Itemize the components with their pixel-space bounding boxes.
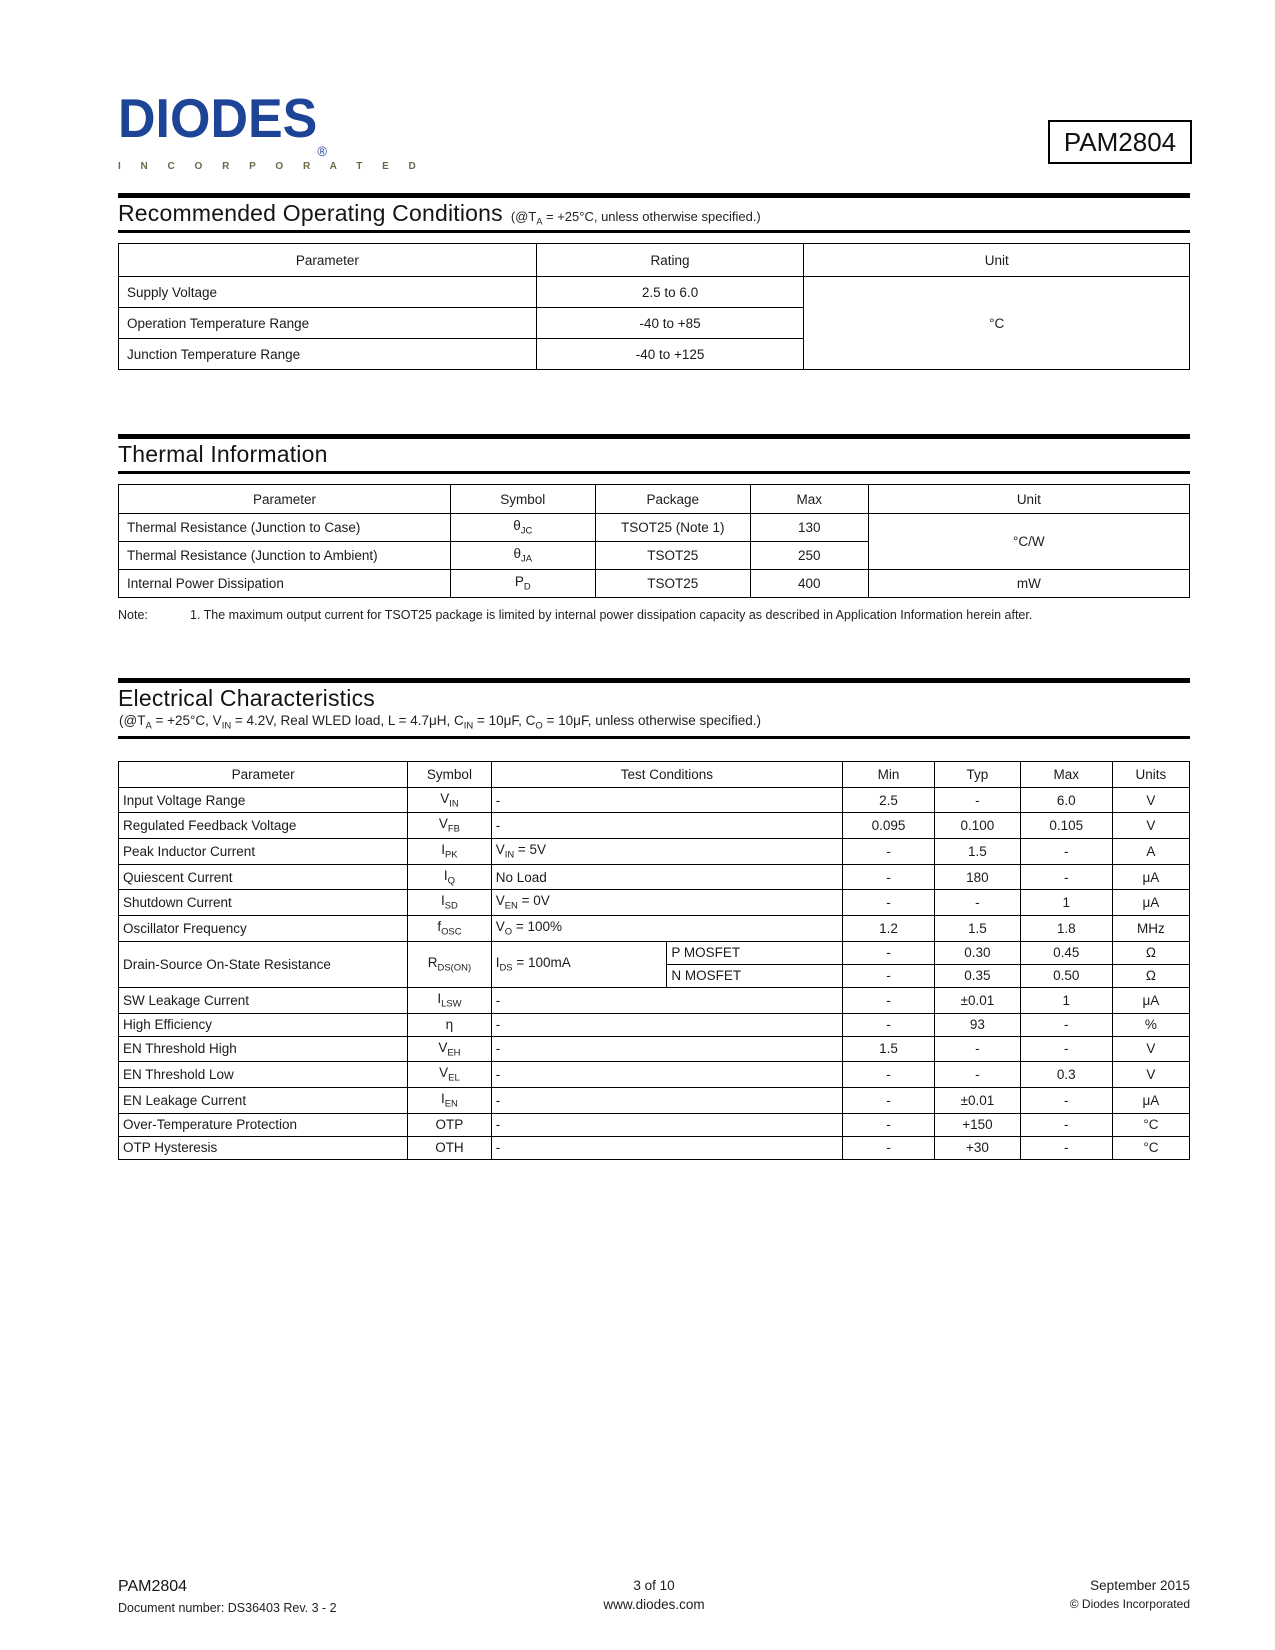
table-row [119, 813, 1190, 839]
section-recommended-operating-conditions [118, 193, 1190, 370]
footer-part-number: PAM2804 [118, 1578, 188, 1595]
cell-units: A [1112, 839, 1189, 865]
cell-parameter: Internal Power Dissipation [119, 570, 451, 598]
thermal-note [118, 608, 1190, 622]
col-header-unit: Unit [868, 485, 1189, 514]
footer-copyright: © Diodes Incorporated [1069, 1597, 1190, 1611]
cell-parameter: EN Leakage Current [119, 1087, 408, 1113]
col-header-max: Max [750, 485, 868, 514]
cell-test-conditions: $I_{DS} = 100mA$ [491, 941, 667, 987]
cell-test-conditions: - [491, 1113, 842, 1136]
cell-typ: ±0.01 [935, 1087, 1021, 1113]
cell-typ: 0.100 [935, 813, 1021, 839]
cell-max: 250 [750, 542, 868, 570]
cell-units: V [1112, 787, 1189, 813]
cell-parameter: Thermal Resistance (Junction to Ambient) [119, 542, 451, 570]
footer-date: September 2015 [1090, 1578, 1190, 1593]
table-row [119, 1036, 1190, 1062]
cell-test-conditions: No Load [491, 864, 842, 890]
col-header-package: Package [595, 485, 750, 514]
section-conditions: ($@T_A = +25^\circ C$, $V_{IN} = 4.2V$, Real WLED load, L = 4.7μH, $C_{IN} = 10\mu F$, $C_O = 10\mu F$, unless otherwise specified.) [119, 713, 762, 732]
cell-symbol: $\theta_{JA}$ [451, 542, 596, 570]
cell-symbol: $I_Q$ [408, 864, 492, 890]
cell-typ: 0.30 [935, 941, 1021, 964]
cell-parameter: Operation Temperature Range [119, 308, 537, 339]
cell-max: - [1020, 1036, 1112, 1062]
cell-max: 0.3 [1020, 1062, 1112, 1088]
col-header-typ: Typ [935, 761, 1021, 787]
cell-parameter: EN Threshold Low [119, 1062, 408, 1088]
cell-min: 1.2 [842, 916, 934, 942]
cell-symbol: $I_{PK}$ [408, 839, 492, 865]
table-row [119, 890, 1190, 916]
cell-units: Ω [1112, 964, 1189, 987]
cell-max: - [1020, 1013, 1112, 1036]
cell-min: - [842, 1087, 934, 1113]
cell-typ: 180 [935, 864, 1021, 890]
cell-min: - [842, 1113, 934, 1136]
registered-trademark-icon: ® [317, 143, 327, 160]
cell-max: - [1020, 1136, 1112, 1159]
logo-incorporated-text: I N C O R P O R A T E D [118, 161, 425, 172]
col-header-parameter: Parameter [119, 244, 537, 277]
cell-typ: - [935, 890, 1021, 916]
cell-unit: mW [868, 570, 1189, 598]
table-row [119, 987, 1190, 1013]
cell-typ: - [935, 1062, 1021, 1088]
cell-typ: +30 [935, 1136, 1021, 1159]
cell-max: 1 [1020, 987, 1112, 1013]
cell-symbol: $\theta_{JC}$ [451, 514, 596, 542]
cell-test-conditions: - [491, 1062, 842, 1088]
cell-symbol: $V_{EL}$ [408, 1062, 492, 1088]
cell-min: - [842, 1136, 934, 1159]
cell-min: - [842, 839, 934, 865]
electrical-characteristics-table [118, 761, 1190, 1160]
cell-test-conditions: $V_O = 100\%$ [491, 916, 842, 942]
cell-min: 1.5 [842, 1036, 934, 1062]
cell-max: - [1020, 839, 1112, 865]
cell-symbol: $V_{IN}$ [408, 787, 492, 813]
section-title: Electrical Characteristics [118, 685, 375, 711]
cell-units: V [1112, 813, 1189, 839]
cell-test-conditions: - [491, 787, 842, 813]
cell-symbol: $f_{OSC}$ [408, 916, 492, 942]
cell-typ: - [935, 787, 1021, 813]
footer-document-number: Document number: DS36403 Rev. 3 - 2 [118, 1601, 337, 1615]
cell-max: 0.45 [1020, 941, 1112, 964]
cell-unit-merged: °C [804, 277, 1190, 370]
cell-typ: 0.35 [935, 964, 1021, 987]
cell-min: - [842, 890, 934, 916]
table-row [119, 1113, 1190, 1136]
table-row [119, 916, 1190, 942]
recommended-operating-conditions-table [118, 243, 1190, 370]
cell-parameter: Oscillator Frequency [119, 916, 408, 942]
cell-max: 6.0 [1020, 787, 1112, 813]
table-header-row [119, 761, 1190, 787]
cell-typ: +150 [935, 1113, 1021, 1136]
cell-symbol: $P_D$ [451, 570, 596, 598]
cell-max: - [1020, 1113, 1112, 1136]
footer-center [118, 1578, 1190, 1612]
cell-test-conditions: - [491, 1087, 842, 1113]
cell-symbol: $I_{LSW}$ [408, 987, 492, 1013]
cell-min: - [842, 964, 934, 987]
cell-min: - [842, 864, 934, 890]
col-header-symbol: Symbol [408, 761, 492, 787]
cell-max: 0.105 [1020, 813, 1112, 839]
cell-units: % [1112, 1013, 1189, 1036]
cell-test-conditions: - [491, 1036, 842, 1062]
cell-parameter: OTP Hysteresis [119, 1136, 408, 1159]
cell-typ: ±0.01 [935, 987, 1021, 1013]
cell-parameter: Peak Inductor Current [119, 839, 408, 865]
cell-units: °C [1112, 1113, 1189, 1136]
cell-symbol: $R_{DS(ON)}$ [408, 941, 492, 987]
footer-right [1070, 1578, 1190, 1611]
cell-max: 400 [750, 570, 868, 598]
cell-units: μA [1112, 864, 1189, 890]
table-row [119, 1062, 1190, 1088]
section-electrical-characteristics [118, 678, 1190, 1160]
table-row [119, 277, 1190, 308]
cell-symbol: OTH [408, 1136, 492, 1159]
cell-typ: - [935, 1036, 1021, 1062]
cell-max: - [1020, 1087, 1112, 1113]
table-row [119, 1087, 1190, 1113]
cell-package: TSOT25 [595, 542, 750, 570]
cell-parameter: Drain-Source On-State Resistance [119, 941, 408, 987]
thermal-information-table [118, 484, 1190, 598]
cell-min: 0.095 [842, 813, 934, 839]
part-number: PAM2804 [1063, 126, 1177, 157]
cell-max: 130 [750, 514, 868, 542]
cell-parameter: Shutdown Current [119, 890, 408, 916]
cell-parameter: Quiescent Current [119, 864, 408, 890]
cell-test-conditions: $V_{EN} = 0V$ [491, 890, 842, 916]
cell-typ: 1.5 [935, 839, 1021, 865]
cell-units: V [1112, 1036, 1189, 1062]
col-header-parameter: Parameter [119, 761, 408, 787]
cell-symbol: $V_{EH}$ [408, 1036, 492, 1062]
logo-brand-text: DIODES [118, 88, 318, 150]
section-title: Recommended Operating Conditions [118, 200, 503, 226]
cell-symbol: OTP [408, 1113, 492, 1136]
cell-test-conditions: - [491, 813, 842, 839]
cell-test-conditions: - [491, 987, 842, 1013]
note-label: Note: [118, 608, 148, 622]
section-title: Thermal Information [118, 441, 328, 467]
cell-parameter: Input Voltage Range [119, 787, 408, 813]
table-row [119, 941, 1190, 964]
cell-package: TSOT25 [595, 570, 750, 598]
cell-min: - [842, 941, 934, 964]
cell-rating: -40 to +85 [536, 308, 804, 339]
cell-parameter: Thermal Resistance (Junction to Case) [119, 514, 451, 542]
cell-test-conditions: $V_{IN} = 5V$ [491, 839, 842, 865]
table-row [119, 787, 1190, 813]
cell-typ: 93 [935, 1013, 1021, 1036]
cell-units: μA [1112, 987, 1189, 1013]
table-row [119, 1013, 1190, 1036]
table-header-row [119, 485, 1190, 514]
cell-test-conditions-sub: P MOSFET [667, 941, 843, 964]
col-header-unit: Unit [804, 244, 1190, 277]
col-header-symbol: Symbol [451, 485, 596, 514]
cell-min: - [842, 1013, 934, 1036]
cell-symbol: $I_{SD}$ [408, 890, 492, 916]
cell-min: - [842, 987, 934, 1013]
cell-package: TSOT25 (Note 1) [595, 514, 750, 542]
note-text: 1. The maximum output current for TSOT25 package is limited by internal power dissipation capacity as described in Application Information herein after. [190, 608, 1033, 622]
col-header-min: Min [842, 761, 934, 787]
table-row [119, 1136, 1190, 1159]
cell-rating: 2.5 to 6.0 [536, 277, 804, 308]
col-header-max: Max [1020, 761, 1112, 787]
cell-symbol: $I_{EN}$ [408, 1087, 492, 1113]
col-header-test-conditions: Test Conditions [491, 761, 842, 787]
cell-units: μA [1112, 1087, 1189, 1113]
cell-test-conditions: - [491, 1013, 842, 1036]
table-row [119, 570, 1190, 598]
cell-unit-merged: °C/W [868, 514, 1189, 570]
cell-typ: 1.5 [935, 916, 1021, 942]
cell-test-conditions: - [491, 1136, 842, 1159]
cell-units: Ω [1112, 941, 1189, 964]
cell-rating: -40 to +125 [536, 339, 804, 370]
footer-website-link[interactable]: www.diodes.com [603, 1597, 705, 1612]
cell-min: - [842, 1062, 934, 1088]
cell-symbol: η [408, 1013, 492, 1036]
cell-units: V [1112, 1062, 1189, 1088]
cell-symbol: $V_{FB}$ [408, 813, 492, 839]
cell-parameter: Over-Temperature Protection [119, 1113, 408, 1136]
col-header-parameter: Parameter [119, 485, 451, 514]
table-row [119, 864, 1190, 890]
section-conditions: ($@T_A = +25^\circ C$, unless otherwise specified.) [510, 209, 761, 227]
cell-parameter: SW Leakage Current [119, 987, 408, 1013]
cell-max: 1 [1020, 890, 1112, 916]
cell-parameter: Junction Temperature Range [119, 339, 537, 370]
table-row [119, 514, 1190, 542]
cell-test-conditions-sub: N MOSFET [667, 964, 843, 987]
cell-units: °C [1112, 1136, 1189, 1159]
cell-units: MHz [1112, 916, 1189, 942]
table-header-row [119, 244, 1190, 277]
footer-page-number: 3 of 10 [633, 1578, 675, 1593]
section-thermal-information [118, 434, 1190, 622]
cell-parameter: EN Threshold High [119, 1036, 408, 1062]
table-row [119, 839, 1190, 865]
col-header-units: Units [1112, 761, 1189, 787]
cell-max: 0.50 [1020, 964, 1112, 987]
cell-parameter: High Efficiency [119, 1013, 408, 1036]
cell-min: 2.5 [842, 787, 934, 813]
col-header-rating: Rating [536, 244, 804, 277]
cell-max: - [1020, 864, 1112, 890]
cell-parameter: Supply Voltage [119, 277, 537, 308]
cell-parameter: Regulated Feedback Voltage [119, 813, 408, 839]
cell-units: μA [1112, 890, 1189, 916]
cell-max: 1.8 [1020, 916, 1112, 942]
